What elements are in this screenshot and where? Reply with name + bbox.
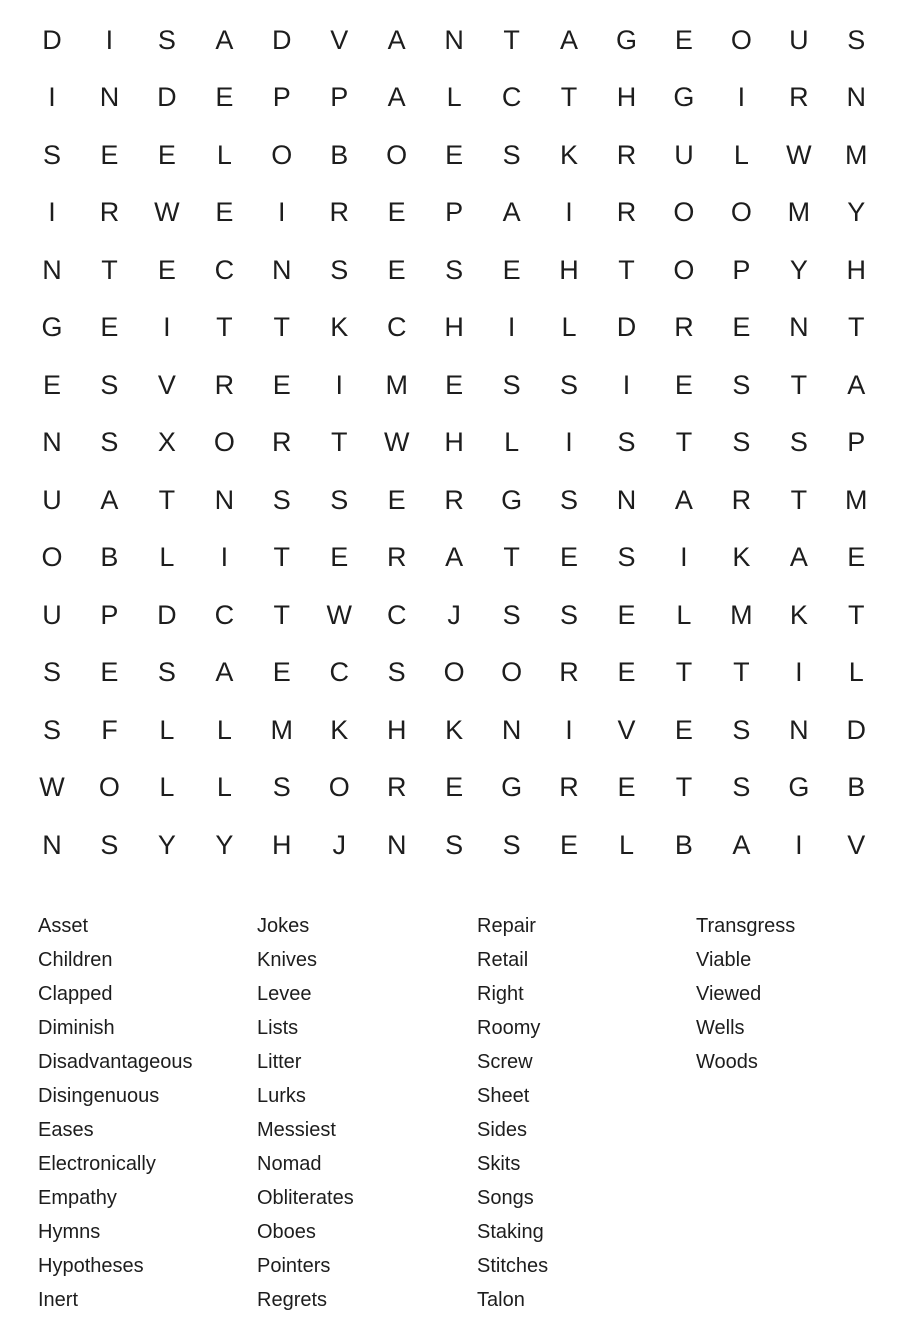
grid-letter: A [732,829,751,860]
grid-letter: T [503,24,520,55]
grid-letter: L [676,599,692,630]
grid-letter: T [675,657,693,687]
grid-letter: W [786,139,812,170]
grid-letter: P [272,82,291,112]
grid-letter: L [733,139,749,170]
grid-letter: E [732,312,751,342]
grid-letter: T [273,312,291,342]
grid-letter: I [507,312,516,342]
grid-letter: N [99,82,120,112]
grid-letter: E [445,772,464,802]
grid-letter: X [157,427,176,457]
grid-letter: S [157,657,176,687]
grid-letter: M [730,599,753,630]
word-list-item: Nomad [257,1153,322,1175]
grid-letter: P [732,254,751,285]
grid-letter: C [329,657,349,687]
grid-letter: O [41,542,63,572]
grid-letter: T [848,599,865,630]
grid-letter: C [386,599,407,630]
grid-letter: E [387,254,406,285]
grid-letter: R [386,542,407,572]
grid-letter: H [559,254,579,285]
grid-letter: T [216,312,233,342]
grid-letter: H [616,82,637,112]
grid-letter: S [502,369,521,400]
grid-letter: D [616,312,637,342]
grid-letter: O [730,197,752,227]
grid-letter: H [444,312,464,342]
grid-letter: I [737,82,746,112]
word-list-item: Sheet [477,1085,530,1107]
grid-letter: S [272,772,291,802]
grid-letter: S [560,369,579,400]
word-list-item: Transgress [696,915,796,937]
grid-letter: C [386,312,407,342]
grid-letter: S [330,254,349,285]
grid-letter: T [618,254,635,285]
grid-letter: D [157,599,177,630]
word-list-item: Viewed [696,983,762,1005]
grid-letter: H [444,427,464,457]
grid-letter: E [445,139,464,170]
grid-letter: K [732,542,751,572]
grid-letter: T [675,772,693,802]
grid-letter: E [157,139,176,170]
grid-letter: N [444,24,464,55]
grid-letter: Y [789,254,808,285]
grid-letter: R [559,657,579,687]
grid-letter: S [617,427,636,457]
grid-letter: P [100,599,119,630]
word-list-item: Asset [38,915,89,937]
grid-letter: C [214,599,235,630]
word-list-item: Obliterates [257,1187,354,1209]
grid-letter: F [101,714,118,745]
grid-letter: S [732,772,751,802]
grid-letter: E [445,369,464,400]
word-list-column [696,909,795,1079]
grid-letter: W [383,427,410,457]
grid-letter: L [216,714,232,745]
grid-letter: I [565,197,573,227]
grid-letter: I [565,427,573,457]
grid-letter: L [159,714,175,745]
grid-letter: M [845,139,868,170]
word-list-item: Children [38,949,113,971]
word-list-item: Inert [38,1289,79,1311]
grid-letter: P [847,427,866,457]
grid-letter: T [273,599,291,630]
grid-letter: M [385,369,408,400]
word-list-item: Hymns [38,1221,101,1243]
grid-letter: S [42,714,61,745]
grid-letter: E [847,542,866,572]
grid-letter: G [673,82,695,112]
grid-letter: A [387,82,406,112]
grid-letter: I [48,82,56,112]
grid-letter: T [790,369,808,400]
grid-letter: K [789,599,808,630]
word-list-column [257,909,354,1317]
word-list-item: Songs [477,1187,534,1209]
grid-letter: N [272,254,292,285]
grid-letter: E [272,657,291,687]
grid-letter: M [270,714,294,745]
grid-letter: N [501,714,522,745]
grid-letter: S [157,24,176,55]
grid-letter: N [789,312,809,342]
grid-letter: E [560,829,579,860]
grid-letter: I [795,657,803,687]
grid-letter: S [732,714,751,745]
word-list-column [38,909,193,1317]
word-list-item: Disadvantageous [38,1051,193,1073]
grid-letter: I [220,542,229,572]
grid-letter: N [42,254,62,285]
grid-letter: E [560,542,579,572]
grid-letter: W [326,599,352,630]
grid-letter: Y [157,829,176,860]
word-list-item: Diminish [38,1017,115,1039]
grid-letter: N [386,829,407,860]
grid-letter: K [445,714,464,745]
grid-letter: D [272,24,292,55]
grid-letter: S [387,657,406,687]
grid-letter: R [272,427,292,457]
grid-letter: T [158,484,176,515]
grid-letter: E [617,657,636,687]
grid-letter: E [387,197,406,227]
grid-letter: L [159,772,175,802]
grid-letter: S [100,427,119,457]
grid-letter: E [157,254,176,285]
word-list-item: Staking [477,1221,544,1243]
grid-letter: L [848,657,864,687]
grid-letter: L [561,312,577,342]
word-list-item: Litter [257,1051,302,1073]
grid-letter: I [622,369,631,400]
grid-letter: T [331,427,348,457]
grid-letter: I [163,312,171,342]
grid-letter: N [616,484,637,515]
grid-letter: A [674,484,693,515]
grid-letter: R [731,484,752,515]
word-list-item: Wells [696,1017,745,1039]
grid-letter: D [846,714,867,745]
word-list-item: Lists [257,1017,299,1039]
grid-letter: S [445,829,464,860]
grid-letter: S [42,139,61,170]
word-list-item: Right [477,983,524,1005]
grid-letter: B [100,542,119,572]
grid-letter: S [445,254,464,285]
word-list-item: Disingenuous [38,1085,160,1107]
grid-letter: N [789,714,809,745]
grid-letter: R [99,197,120,227]
grid-letter: S [560,484,579,515]
grid-letter: V [847,829,866,860]
grid-letter: S [502,599,521,630]
word-list-item: Pointers [257,1255,331,1277]
word-list-item: Repair [477,915,536,937]
grid-letter: O [98,772,120,802]
grid-letter: V [157,369,176,400]
grid-letter: I [795,829,803,860]
grid-letter: L [504,427,520,457]
word-list-item: Roomy [477,1017,541,1039]
grid-letter: P [330,82,349,112]
grid-letter: E [100,312,119,342]
word-list-item: Messiest [257,1119,336,1141]
grid-letter: M [845,484,868,515]
grid-letter: O [501,657,523,687]
word-list-item: Empathy [38,1187,117,1209]
grid-letter: J [332,829,346,860]
grid-letter: I [335,369,343,400]
grid-letter: S [617,542,636,572]
grid-letter: E [100,139,119,170]
grid-letter: A [445,542,464,572]
grid-letter: H [846,254,867,285]
word-list-item: Knives [257,949,318,971]
grid-letter: O [730,24,752,55]
grid-letter: C [501,82,522,112]
grid-letter: O [673,254,695,285]
word-list-item: Regrets [257,1289,328,1311]
grid-letter: C [214,254,235,285]
grid-letter: S [847,24,866,55]
word-list-item: Screw [477,1051,533,1073]
grid-letter: L [216,139,232,170]
grid-letter: O [328,772,350,802]
grid-letter: H [386,714,407,745]
grid-letter: W [154,197,180,227]
grid-letter: A [215,24,234,55]
grid-letter: I [105,24,114,55]
grid-letter: R [444,484,464,515]
grid-letter: I [278,197,286,227]
word-list-item: Stitches [477,1255,549,1277]
grid-letter: W [39,772,65,802]
grid-letter: R [214,369,235,400]
word-list-item: Viable [696,949,752,971]
grid-letter: A [387,24,406,55]
grid-letter: S [502,139,521,170]
grid-letter: E [215,82,234,112]
grid-letter: N [42,829,62,860]
grid-letter: I [565,714,573,745]
grid-letter: E [674,714,693,745]
grid-letter: J [447,599,461,630]
grid-letter: A [100,484,119,515]
grid-letter: I [680,542,688,572]
grid-letter: R [616,197,637,227]
grid-letter: K [330,714,349,745]
grid-letter: E [617,772,636,802]
word-list-item: Eases [38,1119,94,1141]
grid-letter: S [732,427,751,457]
grid-letter: P [445,197,464,227]
grid-letter: S [732,369,751,400]
grid-letter: T [273,542,291,572]
word-list-item: Clapped [38,983,113,1005]
grid-letter: E [387,484,406,515]
grid-letter: G [788,772,810,802]
grid-letter: T [790,484,808,515]
word-list-item: Hypotheses [38,1255,144,1277]
grid-letter: S [100,369,119,400]
grid-letter: O [443,657,465,687]
grid-letter: M [787,197,811,227]
grid-letter: D [157,82,177,112]
grid-letter: G [501,772,523,802]
word-list-item: Levee [257,983,312,1005]
grid-letter: O [213,427,235,457]
grid-letter: R [674,312,694,342]
grid-letter: S [560,599,579,630]
grid-letter: R [616,139,637,170]
grid-letter: I [48,197,56,227]
grid-letter: G [615,24,637,55]
grid-letter: G [41,312,63,342]
grid-letter: B [847,772,866,802]
grid-letter: E [674,369,693,400]
grid-letter: E [215,197,234,227]
grid-letter: S [789,427,808,457]
grid-letter: N [42,427,62,457]
grid-letter: E [674,24,693,55]
word-list-item: Retail [477,949,529,971]
grid-letter: D [42,24,62,55]
grid-letter: A [560,24,579,55]
grid-letter: E [502,254,521,285]
grid-letter: A [215,657,234,687]
word-list-item: Talon [477,1289,525,1311]
grid-letter: O [386,139,408,170]
grid-letter: T [560,82,578,112]
word-list-item: Skits [477,1153,521,1175]
grid-letter: S [100,829,119,860]
grid-letter: N [214,484,235,515]
grid-letter: K [560,139,579,170]
grid-letter: A [502,197,521,227]
grid-letter: L [216,772,232,802]
grid-letter: S [502,829,521,860]
grid-letter: H [272,829,292,860]
grid-letter: L [159,542,175,572]
grid-letter: R [789,82,809,112]
grid-letter: Y [215,829,234,860]
word-list-item: Sides [477,1119,528,1141]
grid-letter: N [846,82,867,112]
grid-letter: V [330,24,349,55]
grid-letter: T [675,427,693,457]
grid-letter: T [733,657,750,687]
word-list-item: Electronically [38,1153,156,1175]
grid-letter: V [617,714,636,745]
grid-letter: L [446,82,462,112]
grid-letter: R [329,197,349,227]
word-list-item: Woods [696,1051,758,1073]
grid-letter: L [618,829,635,860]
grid-letter: E [330,542,349,572]
grid-letter: E [272,369,291,400]
grid-letter: T [101,254,118,285]
grid-letter: K [330,312,349,342]
grid-letter: U [42,599,62,630]
word-list-column [477,909,548,1317]
grid-letter: B [674,829,693,860]
grid-letter: S [272,484,291,515]
grid-letter: T [503,542,520,572]
word-list-item: Lurks [257,1085,306,1107]
grid-letter: G [501,484,523,515]
word-list-item: Oboes [257,1221,316,1243]
grid-letter: U [674,139,694,170]
grid-letter: S [330,484,349,515]
grid-letter: E [617,599,636,630]
grid-letter: R [559,772,579,802]
grid-letter: O [673,197,695,227]
grid-letter: U [789,24,809,55]
grid-letter: B [330,139,349,170]
grid-letter: A [847,369,866,400]
grid-letter: Y [847,197,866,227]
grid-letter: E [100,657,119,687]
grid-letter: E [42,369,61,400]
word-list-item: Jokes [257,915,310,937]
grid-letter: O [271,139,293,170]
grid-letter: U [42,484,62,515]
grid-letter: R [386,772,407,802]
grid-letter: T [848,312,865,342]
grid-letter: S [42,657,61,687]
grid-letter: A [789,542,808,572]
